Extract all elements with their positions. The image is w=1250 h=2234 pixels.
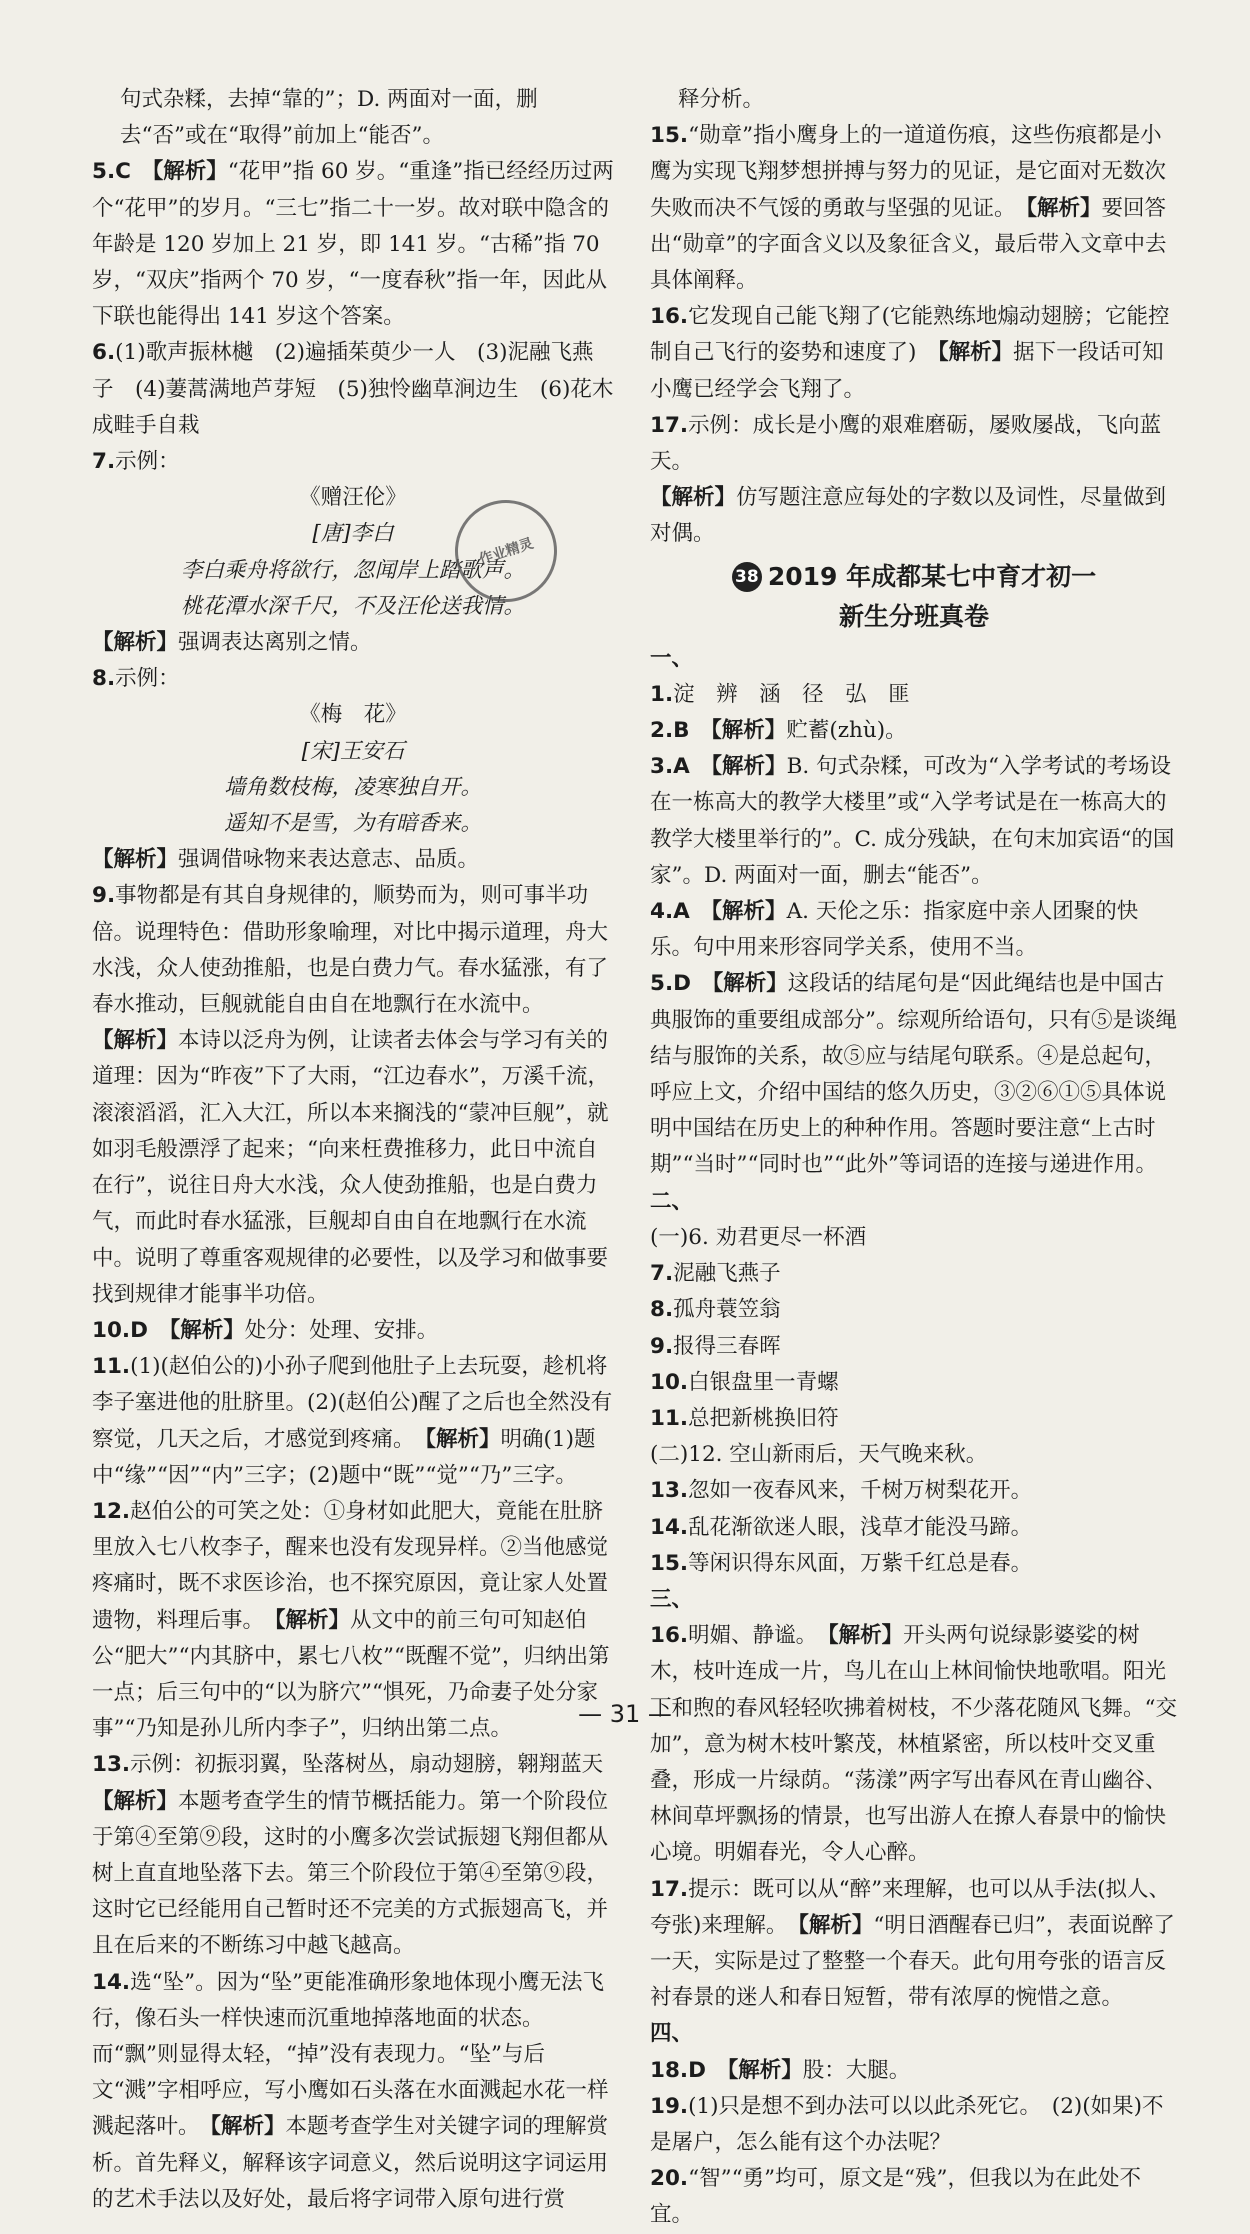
analysis-tag: 【解析】 — [798, 1912, 874, 1938]
answer-text: 示例： — [115, 666, 180, 692]
analysis-tag: 【解析】 — [92, 847, 179, 873]
answer-item — [650, 713, 1178, 749]
answer-text: 事物都是有其自身规律的，顺势而为，则可事半功倍。说理特色：借助形象喻理，对比中揭示道理，舟大水浅，众人使劲推船，也是白费力气。春水猛涨，有了春水推动，巨舰就能自由自在地飘行在水流中。 — [92, 883, 609, 1018]
answer-text: 本诗以泛舟为例，让读者去体会与学习有关的道理：因为“昨夜”下了大雨，“江边春水”，万溪千流，滚滚滔滔，汇入大江，所以本来搁浅的“蒙冲巨舰”，就如羽毛般漂浮了起来；“向来枉费推移力，此日中流自在行”，说往日舟大水浅，众人使劲推船，也是白费力气，而此时春水猛涨，巨舰却自由自在地飘行在水流中。说明了尊重客观规律的必要性，以及学习和做事要找到规律才能事半功倍。 — [92, 1028, 609, 1307]
analysis-tag: 【解析】 — [827, 1623, 904, 1649]
answer-item — [92, 625, 614, 661]
item-number: 4. — [650, 899, 674, 925]
answer-text: 白银盘里一青螺 — [688, 1369, 839, 1395]
item-number: 10. — [92, 1317, 131, 1343]
analysis-tag: 【解析】 — [92, 1028, 179, 1054]
item-number: 11. — [92, 1354, 131, 1380]
analysis-tag: 【解析】 — [1026, 195, 1102, 221]
answer-text: 明媚、静谧。 — [688, 1623, 807, 1649]
answer-item — [92, 1023, 614, 1313]
answer-item — [92, 82, 614, 154]
analysis-tag: 【解析】 — [711, 718, 787, 744]
answer-text: 乱花渐欲迷人眼，浅草才能没马蹄。 — [688, 1514, 1033, 1540]
analysis-text: 从文中的前三句可知赵伯公“肥大”“内其脐中，累七八枚”“既醒不觉”，归纳出第一点；后三句中的“以为脐穴”“惧死，乃命妻子处分家事”“乃知是孙儿所内李子”，归纳出第二点。 — [92, 1607, 610, 1742]
item-number: 8. — [650, 1297, 674, 1323]
analysis-tag: 【解析】 — [152, 159, 228, 185]
answer-item — [92, 1784, 614, 1965]
answer-text: 提示：既可以从“醉”来理解，也可以从手法(拟人、夸张)来理解。 — [650, 1876, 1170, 1938]
answer-item — [92, 661, 614, 697]
answer-item — [650, 82, 1178, 118]
item-number: 5. — [650, 971, 674, 997]
item-number: 15. — [650, 1550, 689, 1576]
analysis-tag: 【解析】 — [274, 1607, 351, 1633]
analysis-text: 本题考查学生对关键字词的理解赏析。首先释义，解释该字词意义，然后说明这字词运用的艺术手法以及好处，最后将字词带入原句进行赏 — [92, 2114, 609, 2212]
poem-line: [宋]王安石 — [301, 738, 405, 764]
answer-item — [650, 1510, 1178, 1546]
answer-item — [650, 1256, 1178, 1292]
answer-item — [92, 444, 614, 480]
answer-text: (1)歌声振林樾 (2)遍插茱萸少一人 (3)泥融飞燕子 (4)萋蒿满地芦芽短 (5)独怜幽草涧边生 (6)花木成畦手自栽 — [92, 340, 614, 438]
answer-item — [650, 749, 1178, 894]
item-number: 10. — [650, 1369, 689, 1395]
answer-text: A. 天伦之乐：指家庭中亲人团聚的快乐。句中用来形容同学关系，使用不当。 — [650, 899, 1139, 961]
analysis-text: 要回答出“勋章”的字面含义以及象征含义，最后带入文章中去具体阐释。 — [650, 195, 1167, 294]
answer-text: 句式杂糅，去掉“靠的”；D. 两面对一面，删去“否”或在“取得”前加上“能否”。 — [120, 87, 538, 149]
answer-item — [92, 1349, 614, 1494]
answer-text: 释分析。 — [678, 87, 765, 112]
answer-text: 报得三春晖 — [673, 1333, 781, 1359]
item-number: 20. — [650, 2166, 689, 2192]
item-number: 16. — [650, 1623, 689, 1649]
answer-text: 忽如一夜春风来，千树万树梨花开。 — [688, 1478, 1033, 1504]
answer-text: 本题考查学生的情节概括能力。第一个阶段位于第④至第⑨段，这时的小鹰多次尝试振翅飞翔但都从树上直直地坠落下去。第三个阶段位于第④至第⑨段，这时它已经能用自己暂时还不完美的方式振翅高飞，并且在后来的不断练习中越飞越高。 — [92, 1788, 609, 1959]
item-number: 15. — [650, 123, 689, 149]
left-column — [92, 82, 614, 2218]
answer-item — [92, 842, 614, 878]
answer-item — [650, 1437, 1178, 1473]
answer-item — [650, 480, 1178, 552]
answer-item — [650, 1365, 1178, 1401]
item-number: 8. — [92, 666, 116, 692]
poem-block — [92, 697, 614, 842]
right-column — [650, 82, 1178, 2234]
item-number: 6. — [92, 340, 116, 366]
section-title-text: 2019 年成都某七中育才初一 — [767, 561, 1097, 591]
answer-text: 淀 辨 涵 径 弘 匪 — [673, 681, 910, 707]
poem-title: 《梅 花》 — [299, 702, 407, 728]
analysis-text: 明确(1)题中“缘”“因”“内”三字；(2)题中“既”“觉”“乃”三字。 — [92, 1426, 596, 1488]
part-heading-text: 一、 — [650, 645, 694, 671]
item-number: 12. — [92, 1498, 131, 1524]
answer-text: 贮蓄(zhù)。 — [786, 718, 907, 744]
part-heading-text: 三、 — [650, 1586, 694, 1612]
answer-item — [650, 1220, 1178, 1256]
answer-item — [650, 966, 1178, 1183]
page-number: — 31 — — [578, 1700, 672, 1728]
part-heading — [650, 1184, 1178, 1220]
analysis-tag: 【解析】 — [650, 485, 737, 511]
answer-item — [650, 1401, 1178, 1437]
answer-item — [650, 2161, 1178, 2233]
answer-item — [650, 2053, 1178, 2089]
poem-line: 墙角数枝梅，凌寒独自开。 — [223, 774, 482, 800]
part-heading — [650, 641, 1178, 677]
answer-item — [92, 1965, 614, 2218]
answer-item — [650, 1546, 1178, 1582]
answer-letter: C — [115, 159, 131, 185]
answer-text: 这段话的结尾句是“因此绳结也是中国古典服饰的重要组成部分”。综观所给语句，只有⑤是谈绳结与服饰的关系，故⑤应与结尾句联系。④是总起句，呼应上文，介绍中国结的悠久历史，③②⑥①⑤具体说明中国结在历史上的种种作用。答题时要注意“上古时期”“当时”“同时也”“此外”等词语的连接与递进作用。 — [650, 971, 1177, 1178]
poem-line: 李白乘舟将欲行，忽闻岸上踏歌声。 — [180, 557, 525, 583]
part-heading — [650, 1582, 1178, 1618]
answer-text: “勋章”指小鹰身上的一道道伤痕，这些伤痕都是小鹰为实现飞翔梦想拼搏与努力的见证，是它面对无数次失败而决不气馁的勇敢与坚强的见证。 — [650, 123, 1167, 221]
item-number: 14. — [92, 1969, 131, 1995]
answer-text: 示例： — [115, 449, 180, 475]
answer-text: 仿写题注意应每处的字数以及词性，尽量做到对偶。 — [650, 485, 1167, 547]
part-heading-text: 四、 — [650, 2021, 694, 2047]
answer-text: 示例：成长是小鹰的艰难磨砺，屡败屡战，飞向蓝天。 — [650, 412, 1162, 475]
analysis-tag: 【解析】 — [711, 754, 787, 780]
analysis-text: 开头两句说绿影婆娑的树木，枝叶连成一片，鸟儿在山上林间愉快地歌唱。阳光下和煦的春风轻轻吹拂着树枝，不少落花随风飞舞。“交加”，意为树木枝叶繁茂，林植紧密，所以枝叶交叉重叠，形成一片绿荫。“荡漾”两字写出春风在青山幽谷、林间草坪飘扬的情景，也写出游人在撩人春景中的愉快心境。明媚春光，令人心醉。 — [650, 1623, 1177, 1866]
answer-item — [650, 118, 1178, 299]
analysis-tag: 【解析】 — [711, 899, 787, 925]
answer-item — [92, 1313, 614, 1349]
section-title-line — [650, 557, 1178, 597]
section-title — [650, 557, 1178, 637]
answer-text: 示例：初振羽翼，坠落树丛，扇动翅膀，翱翔蓝天 — [130, 1752, 604, 1778]
answer-text: (一)6. 劝君更尽一杯酒 — [650, 1224, 867, 1250]
item-number: 7. — [92, 449, 116, 475]
answer-text: 选“坠”。因为“坠”更能准确形象地体现小鹰无法飞行，像石头一样快速而沉重地掉落地面的状态。而“飘”则显得太轻，“掉”没有表现力。“坠”与后文“溅”字相呼应，写小鹰如石头落在水面溅起水花一样溅起落叶。 — [92, 1969, 609, 2140]
item-number: 13. — [92, 1752, 131, 1778]
answer-text: 泥融飞燕子 — [673, 1261, 781, 1287]
answer-letter: A — [673, 754, 690, 780]
analysis-tag: 【解析】 — [937, 340, 1014, 366]
answer-text: 它发现自己能飞翔了(它能熟练地煽动翅膀；它能控制自己飞行的姿势和速度了) — [650, 304, 1170, 366]
answer-item — [650, 1292, 1178, 1328]
item-number: 3. — [650, 754, 674, 780]
answer-item — [650, 677, 1178, 713]
section-number-badge: 38 — [732, 562, 762, 592]
answer-text: B. 句式杂糅，可改为“入学考试的考场设在一栋高大的教学大楼里”或“入学考试是在一栋高大的教学大楼里举行的”。C. 成分残缺，在句末加宾语“的国家”。D. 两面对一面，删去“能否”。 — [650, 754, 1175, 888]
answer-letter: D — [673, 971, 691, 997]
answer-item — [650, 1329, 1178, 1365]
answer-item — [650, 299, 1178, 408]
answer-text: “花甲”指 60 岁。“重逢”指已经经历过两个“花甲”的岁月。“三七”指二十一岁。故对联中隐含的年龄是 120 岁加上 21 岁，即 141 岁。“古稀”指 70 岁，“双庆”指两个 70 岁，“一度春秋”指一年，因此从下联也能得出 141 岁这个答案。 — [92, 159, 614, 330]
answer-text: 等闲识得东风面，万紫千红总是春。 — [688, 1550, 1033, 1576]
item-number: 17. — [650, 1876, 689, 1902]
answer-text: (1)只是想不到办法可以以此杀死它。 (2)(如果)不是屠户，怎么能有这个办法呢？ — [650, 2093, 1164, 2155]
poem-title: 《赠汪伦》 — [299, 485, 407, 511]
answer-text: (1)(赵伯公的)小孙子爬到他肚子上去玩耍，趁机将李子塞进他的肚脐里。(2)(赵伯公)醒了之后也全然没有察觉，几天之后，才感觉到疼痛。 — [92, 1354, 613, 1452]
answer-item — [92, 1747, 614, 1783]
item-number: 17. — [650, 412, 689, 438]
item-number: 14. — [650, 1514, 689, 1540]
answer-text: 孤舟蓑笠翁 — [673, 1297, 781, 1323]
analysis-tag: 【解析】 — [712, 971, 788, 997]
item-number: 1. — [650, 681, 674, 707]
answer-text: “智”“勇”均可，原文是“残”，但我以为在此处不宜。 — [650, 2166, 1142, 2228]
answer-item — [650, 894, 1178, 966]
section-subtitle: 新生分班真卷 — [838, 601, 989, 631]
poem-line: [唐]李白 — [312, 521, 394, 547]
answer-item — [650, 1872, 1178, 2017]
answer-item — [92, 878, 614, 1023]
item-number: 16. — [650, 304, 689, 330]
item-number: 7. — [650, 1261, 674, 1287]
answer-text: 处分：处理、安排。 — [244, 1317, 439, 1343]
item-number: 11. — [650, 1405, 689, 1431]
item-number: 13. — [650, 1478, 689, 1504]
answer-text: 强调表达离别之情。 — [178, 630, 372, 656]
analysis-tag: 【解析】 — [210, 2114, 286, 2140]
analysis-text: 据下一段话可知小鹰已经学会飞翔了。 — [650, 340, 1164, 402]
analysis-tag: 【解析】 — [92, 1788, 179, 1814]
answer-item — [650, 408, 1178, 480]
answer-item — [650, 2089, 1178, 2161]
stamp-text: 作业精灵 — [477, 535, 536, 569]
answer-item — [92, 154, 614, 335]
analysis-text: “明日酒醒春已归”，表面说醉了一天，实际是过了整整一个春天。此句用夸张的语言反衬春景的迷人和春日短暂，带有浓厚的惋惜之意。 — [650, 1912, 1175, 2011]
answer-item — [650, 1473, 1178, 1509]
poem-line: 遥知不是雪，为有暗香来。 — [223, 811, 482, 837]
answer-letter: D — [130, 1317, 148, 1343]
analysis-tag: 【解析】 — [425, 1426, 501, 1452]
item-number: 5. — [92, 159, 116, 185]
part-heading-text: 二、 — [650, 1188, 694, 1214]
item-number: 9. — [92, 883, 116, 909]
answer-letter: D — [688, 2057, 706, 2083]
poem-line: 桃花潭水深千尺，不及汪伦送我情。 — [180, 593, 525, 619]
answer-letter: A — [673, 899, 690, 925]
answer-item — [650, 1618, 1178, 1871]
item-number: 2. — [650, 718, 674, 744]
answer-letter: B — [673, 718, 690, 744]
analysis-tag: 【解析】 — [727, 2057, 803, 2083]
part-heading — [650, 2016, 1178, 2052]
answer-text: 赵伯公的可笑之处：①身材如此肥大，竟能在肚脐里放入七八枚李子，醒来也没有发现异样。②当他感觉疼痛时，既不求医诊治，也不探究原因，竟让家人处置遗物，料理后事。 — [92, 1498, 609, 1633]
analysis-tag: 【解析】 — [169, 1317, 245, 1343]
answer-text: 股：大腿。 — [802, 2057, 911, 2083]
analysis-tag: 【解析】 — [92, 630, 179, 656]
answer-text: 强调借咏物来表达意志、品质。 — [178, 847, 480, 873]
answer-text: (二)12. 空山新雨后，天气晚来秋。 — [650, 1442, 988, 1468]
item-number: 19. — [650, 2093, 689, 2119]
item-number: 18. — [650, 2057, 689, 2083]
answer-text: 总把新桃换旧符 — [688, 1405, 839, 1431]
item-number: 9. — [650, 1333, 674, 1359]
answer-item — [92, 335, 614, 444]
